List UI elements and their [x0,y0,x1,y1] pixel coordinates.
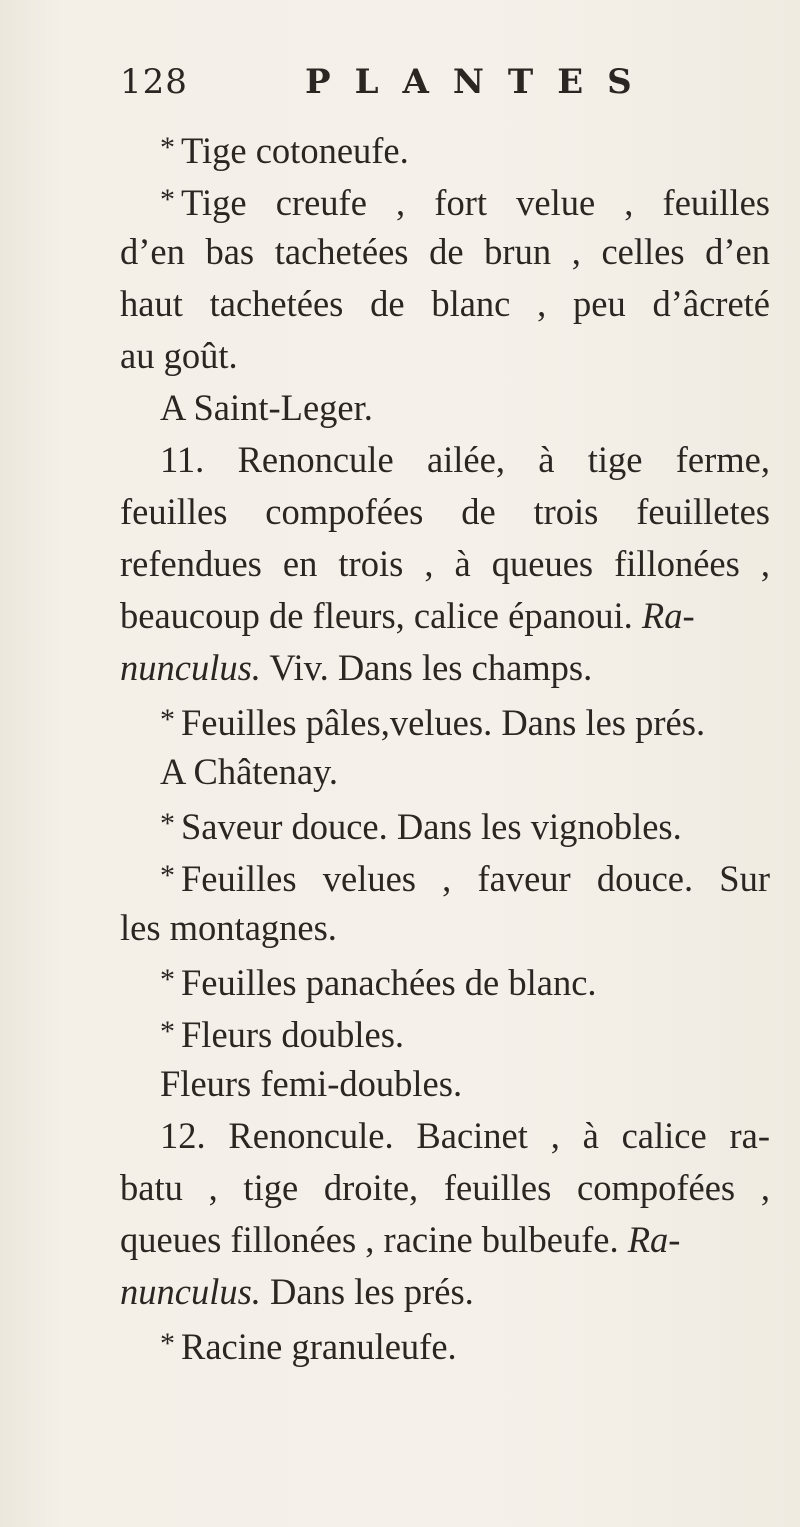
text-line: * Fleurs doubles. [160,1014,405,1055]
asterisk-mark: * [160,183,175,216]
text-line: haut tachetées de blanc , peu d’âcreté [120,283,770,324]
text-line: nunculus. Viv. Dans les champs. [120,647,593,688]
text-line: * Feuilles panachées de blanc. [160,962,597,1003]
asterisk-mark: * [160,859,175,892]
text-line: nunculus. Dans les prés. [120,1271,474,1312]
running-title: PLANTES [305,62,656,102]
text-line: A Saint-Leger. [160,387,373,428]
text-line: feuilles compofées de trois feuilletes [120,491,770,532]
asterisk-mark: * [160,1327,175,1360]
text-line: queues fillonées , racine bulbeufe. Ra- [120,1219,681,1260]
italic-latin-name: nunculus. [120,647,261,688]
text-line: * Feuilles pâles,velues. Dans les prés. [160,702,706,743]
text-line: * Tige creufe , fort velue , feuilles [160,182,770,223]
text-line: d’en bas tachetées de brun , celles d’en [120,231,770,272]
text-line: * Racine granuleufe. [160,1326,457,1367]
page-number: 128 [120,62,188,102]
italic-latin-name: Ra- [641,595,695,636]
italic-latin-name: Ra- [627,1219,681,1260]
asterisk-mark: * [160,131,175,164]
text-line: refendues en trois , à queues fillonées , [120,543,770,584]
page-header [120,62,740,122]
asterisk-mark: * [160,807,175,840]
text-line: * Tige cotoneufe. [160,130,409,171]
text-line: les montagnes. [120,907,337,948]
italic-latin-name: nunculus. [120,1271,261,1312]
text-line: batu , tige droite, feuilles compofées , [120,1167,770,1208]
text-line: * Feuilles velues , faveur douce. Sur [160,858,770,899]
text-line: beaucoup de fleurs, calice épanoui. Ra- [120,595,695,636]
text-line: 12. Renoncule. Bacinet , à calice ra- [160,1115,770,1156]
asterisk-mark: * [160,703,175,736]
asterisk-mark: * [160,1015,175,1048]
body-text [120,122,770,1370]
text-line: * Saveur douce. Dans les vignobles. [160,806,682,847]
asterisk-mark: * [160,963,175,996]
text-line: A Châtenay. [160,751,339,792]
text-line: au goût. [120,335,238,376]
text-line: Fleurs femi-doubles. [160,1063,463,1104]
text-line: 11. Renoncule ailée, à tige ferme, [160,439,770,480]
